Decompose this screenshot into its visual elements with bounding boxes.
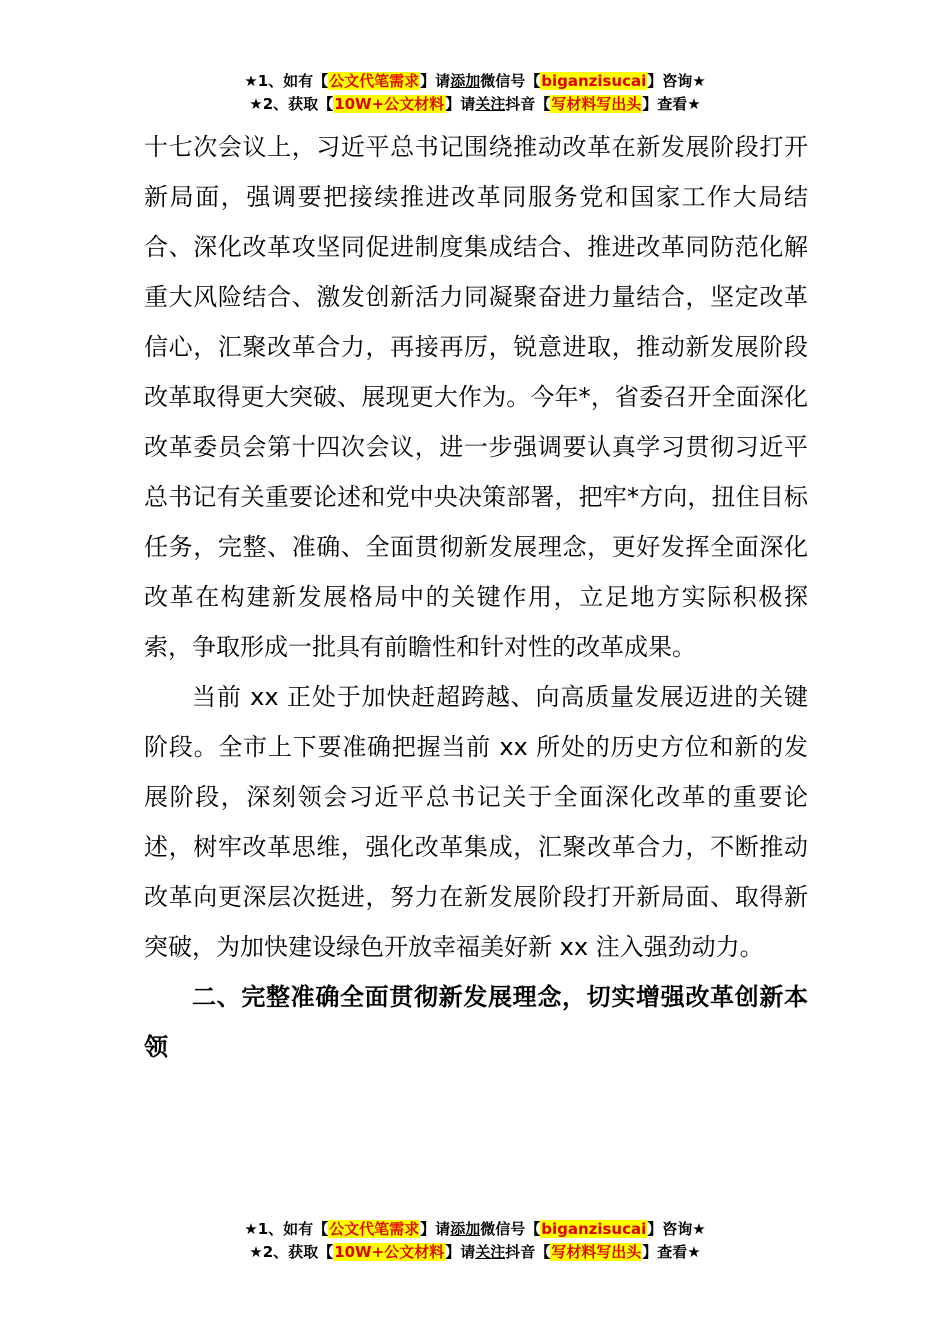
banner-text: 】查看★ [642, 95, 701, 113]
highlight-wechat-id: biganzisucai [541, 1220, 647, 1238]
highlight-materials: 10W+公文材料 [334, 95, 445, 113]
banner-text: 微信号【 [480, 1220, 541, 1238]
banner-text: ★1、如有【 [244, 72, 329, 90]
banner-text: 】请 [445, 1243, 476, 1261]
banner-line-2 [0, 93, 950, 116]
header-banner [0, 70, 950, 116]
footer-banner [0, 1218, 950, 1264]
highlight-douyin-id: 写材料写出头 [551, 95, 642, 113]
banner-text: 抖音【 [505, 95, 551, 113]
banner-text: ★1、如有【 [244, 1220, 329, 1238]
underlined-text: 关注 [475, 95, 506, 113]
underlined-text: 添加 [450, 1220, 481, 1238]
banner-text: 】咨询★ [647, 1220, 706, 1238]
banner-text: 】查看★ [642, 1243, 701, 1261]
underlined-text: 添加 [450, 72, 481, 90]
paragraph-1: 十七次会议上，习近平总书记围绕推动改革在新发展阶段打开新局面，强调要把接续推进改革同服务党和国家工作大局结合、深化改革攻坚同促进制度集成结合、推进改革同防范化解重大风险结合、激发创新活力同凝聚奋进力量结合，坚定改革信心，汇聚改革合力，再接再厉，锐意进取，推动新发展阶段改革取得更大突破、展现更大作为。今年*，省委召开全面深化改革委员会第十四次会议，进一步强调要认真学习贯彻习近平总书记有关重要论述和党中央决策部署，把牢*方向，扭住目标任务，完整、准确、全面贯彻新发展理念，更好发挥全面深化改革在构建新发展格局中的关键作用，立足地方实际积极探索，争取形成一批具有前瞻性和针对性的改革成果。 [144, 133, 808, 661]
banner-text: 】请 [445, 95, 476, 113]
banner-text: ★2、获取【 [249, 1243, 334, 1261]
banner-text: 微信号【 [480, 72, 541, 90]
banner-line-2 [0, 1241, 950, 1264]
banner-line-1 [0, 70, 950, 93]
highlight-douyin-id: 写材料写出头 [551, 1243, 642, 1261]
highlight-materials: 10W+公文材料 [334, 1243, 445, 1261]
highlight-service: 公文代笔需求 [329, 1220, 420, 1238]
banner-text: ★2、获取【 [249, 95, 334, 113]
banner-text: 抖音【 [505, 1243, 551, 1261]
document-body [144, 122, 808, 1072]
banner-text: 】请 [420, 1220, 451, 1238]
banner-text: 】请 [420, 72, 451, 90]
highlight-wechat-id: biganzisucai [541, 72, 647, 90]
paragraph-2: 当前 xx 正处于加快赶超跨越、向高质量发展迈进的关键阶段。全市上下要准确把握当前 xx 所处的历史方位和新的发展阶段，深刻领会习近平总书记关于全面深化改革的重要论述，树牢改革思维，强化改革集成，汇聚改革合力，不断推动改革向更深层次挺进，努力在新发展阶段打开新局面、取得新突破，为加快建设绿色开放幸福美好新 xx 注入强劲动力。 [144, 683, 808, 961]
banner-text: 】咨询★ [647, 72, 706, 90]
banner-line-1 [0, 1218, 950, 1241]
section-heading: 二、完整准确全面贯彻新发展理念，切实增强改革创新本领 [144, 983, 808, 1061]
underlined-text: 关注 [475, 1243, 506, 1261]
highlight-service: 公文代笔需求 [329, 72, 420, 90]
